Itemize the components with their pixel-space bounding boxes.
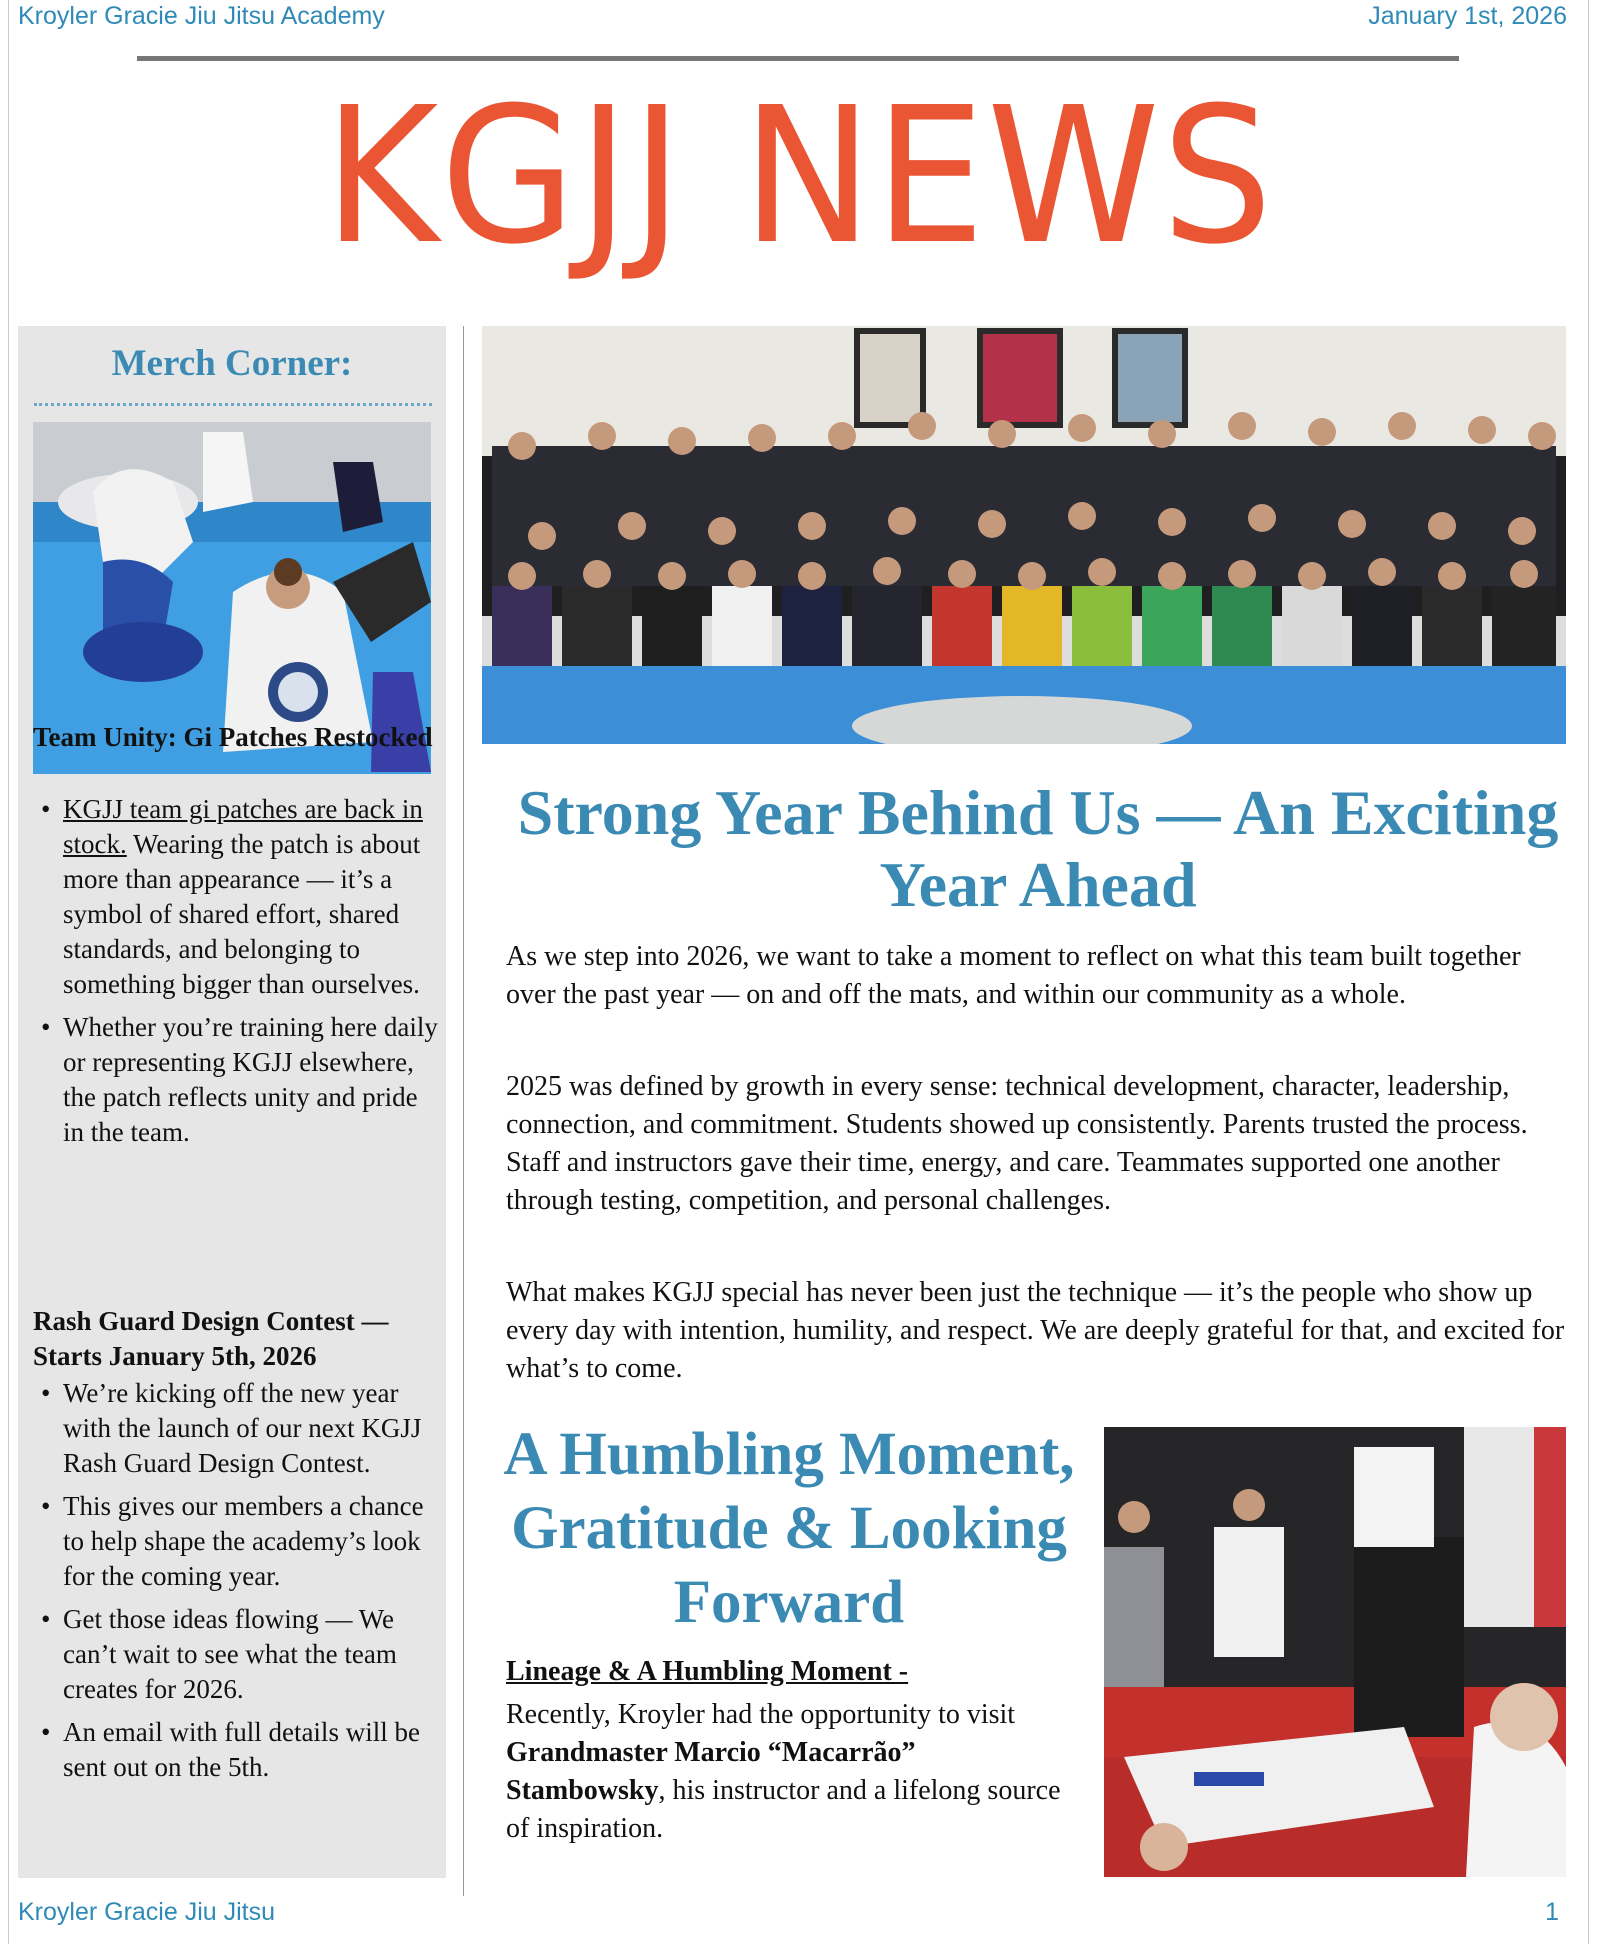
headline-humbling-moment: A Humbling Moment, Gratitude & Looking Forward: [503, 1421, 1075, 1636]
sidebar-dotted-rule: [34, 403, 432, 406]
list-item: • This gives our members a chance to help shape the academy’s look for the coming year.: [33, 1489, 441, 1594]
list-item: • Whether you’re training here daily or representing KGJJ elsewhere, the patch reflects unity and pride in the team.: [33, 1010, 441, 1150]
page-border-right: [1588, 0, 1589, 1944]
seminar-photo: [1104, 1427, 1566, 1877]
merch-corner-sidebar: [18, 326, 446, 1878]
lineage-heading: Lineage & A Humbling Moment -: [506, 1656, 909, 1687]
footer-page-number: 1: [1545, 1898, 1559, 1926]
lineage-paragraph: Recently, Kroyler had the opportunity to visit Grandmaster Marcio “Macarrão” Stambowsky, his instructor and a lifelong source of inspiration.: [506, 1699, 1061, 1844]
sidebar-title: Merch Corner:: [111, 343, 353, 384]
masthead-title: KGJJ NEWS: [324, 67, 1275, 286]
footer-academy-name: Kroyler Gracie Jiu Jitsu: [18, 1898, 276, 1926]
header-date: January 1st, 2026: [1368, 2, 1567, 30]
list-item: • Get those ideas flowing — We can’t wait to see what the team creates for 2026.: [33, 1602, 441, 1707]
list-item: • KGJJ team gi patches are back in stock. Wearing the patch is about more than appearance — it’s a symbol of shared effort, shared standards, and belonging to something bigger than ourselves.: [33, 792, 441, 1002]
header-rule: [137, 56, 1459, 61]
list-item: • We’re kicking off the new year with the launch of our next KGJJ Rash Guard Design Contest.: [33, 1376, 441, 1481]
patches-heading: Team Unity: Gi Patches Restocked: [33, 722, 433, 752]
body-paragraph-2: 2025 was defined by growth in every sense: technical development, character, leadership, connection, and commitment. Students showed up consistently. Parents trusted the process. Staff and instructors gave their time, energy, and care. Teammates supported one another through testing, competition, and personal challenges.: [506, 1071, 1528, 1216]
header-academy-name: Kroyler Gracie Jiu Jitsu Academy: [18, 2, 385, 30]
body-paragraph-3: What makes KGJJ special has never been just the technique — it’s the people who show up every day with intention, humility, and respect. We are deeply grateful for that, and excited for what’s to come.: [506, 1277, 1565, 1384]
headline-strong-year: Strong Year Behind Us — An Exciting Year Ahead: [517, 777, 1559, 920]
patches-link[interactable]: KGJJ team gi patches are back in stock.: [63, 794, 423, 859]
page-border-left: [8, 0, 9, 1944]
list-item: • An email with full details will be sent out on the 5th.: [33, 1715, 441, 1785]
team-group-photo: [482, 326, 1566, 744]
body-paragraph-1: As we step into 2026, we want to take a moment to reflect on what this team built together over the past year — on and off the mats, and within our community as a whole.: [506, 941, 1521, 1010]
contest-heading: Rash Guard Design Contest — Starts January 5th, 2026: [33, 1306, 389, 1371]
column-divider: [463, 326, 464, 1896]
patches-list: [33, 792, 441, 1158]
contest-list: [33, 1376, 441, 1793]
